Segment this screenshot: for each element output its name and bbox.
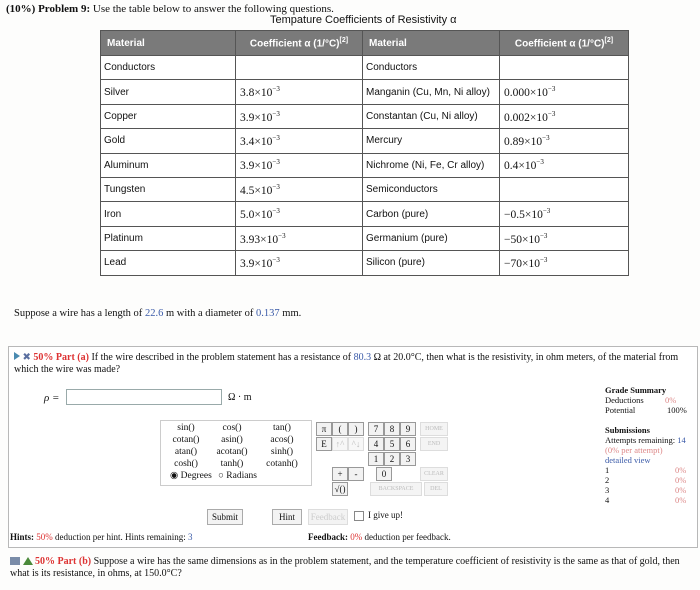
material-cell: Silicon (pure) [363, 251, 500, 275]
material-cell: Silver [101, 80, 236, 104]
digit-key[interactable]: 5 [384, 437, 400, 451]
function-key[interactable]: asin() [221, 435, 243, 445]
function-key[interactable]: atan() [174, 447, 198, 457]
wire-statement: Suppose a wire has a length of 22.6 m with a diameter of 0.137 mm. [14, 308, 302, 319]
coefficient-cell: $4.5\times 10^{-3}$ [236, 177, 363, 201]
coefficient-cell [500, 177, 629, 201]
table-row [101, 104, 629, 128]
material-cell: Mercury [363, 129, 500, 153]
function-key[interactable]: sin() [177, 423, 195, 433]
coefficient-cell: $0.000\times 10^{-3}$ [500, 80, 629, 104]
edit-key[interactable]: CLEAR [420, 467, 448, 481]
part-icon: ✖ [22, 352, 31, 363]
hint-button[interactable]: Hint [272, 509, 302, 525]
symbol-key[interactable]: + [332, 467, 348, 481]
detailed-view-link[interactable]: detailed view [605, 455, 651, 465]
function-key[interactable]: cotanh() [266, 459, 298, 469]
function-key[interactable]: cotan() [172, 435, 200, 445]
material-cell: Lead [101, 251, 236, 275]
submit-button[interactable]: Submit [207, 509, 243, 525]
grade-summary: Grade Summary Deductions 0% Potential 100% Submissions Attempts remaining: 14 (0% per attempt) detailed view 1 0% 2 0% 3 0% 4 0% [605, 385, 687, 505]
table-row [101, 226, 629, 250]
attempt-row: 2 0% [605, 475, 687, 485]
coefficient-cell: $3.9\times 10^{-3}$ [236, 104, 363, 128]
material-cell: Aluminum [101, 153, 236, 177]
table-row [101, 153, 629, 177]
radians-radio[interactable]: ○ [218, 471, 224, 481]
symbol-key[interactable]: ^↓ [348, 437, 364, 451]
give-up-label: I give up! [368, 510, 403, 520]
edit-key[interactable]: BACKSPACE [370, 482, 422, 496]
angle-mode: ◉ Degrees ○ Radians [170, 471, 257, 481]
feedback-info: Feedback: 0% deduction per feedback. [308, 532, 451, 542]
resistivity-table [100, 30, 629, 276]
symbol-key[interactable]: √() [332, 482, 348, 496]
resistance-value: 80.3 [353, 352, 372, 363]
function-key[interactable]: sinh() [270, 447, 294, 457]
problem-number: (10%) Problem 9: [6, 3, 91, 15]
potential-value: 100% [667, 405, 687, 415]
symbol-key[interactable]: ↑^ [332, 437, 348, 451]
edit-key[interactable]: DEL [424, 482, 448, 496]
coefficient-cell: $3.9\times 10^{-3}$ [236, 251, 363, 275]
wire-diameter: 0.137 [256, 308, 280, 319]
material-cell: Nichrome (Ni, Fe, Cr alloy) [363, 153, 500, 177]
header-material-2: Material [363, 31, 500, 56]
part-b-question: 50% Part (b) Suppose a wire has the same dimensions as in the problem statement, and the temperature coefficient of resistivity is the same as that of gold, then what is its resistance, in ohms, at 150.0°C? [10, 556, 680, 579]
digit-key[interactable]: 9 [400, 422, 416, 436]
part-a-question: ✖ 50% Part (a) If the wire described in the problem statement has a resistance of 80.3 Ω at 20.0°C, then what is the resistivity, in ohm meters, of the material from which the wire was made? [14, 352, 679, 375]
digit-key[interactable]: 7 [368, 422, 384, 436]
material-cell: Iron [101, 202, 236, 226]
function-key[interactable]: cosh() [174, 459, 198, 469]
collapsed-icon[interactable] [10, 557, 20, 565]
function-key[interactable]: tan() [273, 423, 291, 433]
material-cell: Tungsten [101, 177, 236, 201]
header-material-1: Material [101, 31, 236, 56]
attempts-remaining: 14 [677, 435, 686, 445]
table-row [101, 56, 629, 80]
warning-icon [23, 557, 33, 565]
attempt-row: 3 0% [605, 485, 687, 495]
symbol-key[interactable]: ) [348, 422, 364, 436]
symbol-key[interactable]: - [348, 467, 364, 481]
digit-key[interactable]: 8 [384, 422, 400, 436]
material-cell: Copper [101, 104, 236, 128]
material-cell: Carbon (pure) [363, 202, 500, 226]
coefficient-cell: $0.89\times 10^{-3}$ [500, 129, 629, 153]
feedback-button[interactable]: Feedback [308, 509, 348, 525]
coefficient-cell: $-70\times 10^{-3}$ [500, 251, 629, 275]
coefficient-cell: $3.9\times 10^{-3}$ [236, 153, 363, 177]
expand-icon[interactable] [14, 352, 20, 360]
material-cell: Manganin (Cu, Mn, Ni alloy) [363, 80, 500, 104]
coefficient-cell: $3.4\times 10^{-3}$ [236, 129, 363, 153]
material-cell: Gold [101, 129, 236, 153]
table-row [101, 177, 629, 201]
coefficient-cell: $3.93\times 10^{-3}$ [236, 226, 363, 250]
coefficient-cell: $0.4\times 10^{-3}$ [500, 153, 629, 177]
hints-info: Hints: 50% deduction per hint. Hints remaining: 3 [10, 532, 193, 542]
table-header-row [101, 31, 629, 56]
symbol-key[interactable]: E [316, 437, 332, 451]
hints-remaining: 3 [188, 532, 193, 542]
function-key[interactable]: tanh() [220, 459, 244, 469]
table-row [101, 129, 629, 153]
coefficient-cell: $-0.5\times 10^{-3}$ [500, 202, 629, 226]
edit-key[interactable]: END [420, 437, 448, 451]
coefficient-cell: $0.002\times 10^{-3}$ [500, 104, 629, 128]
hint-deduction: 50% [36, 532, 53, 542]
coefficient-cell [500, 56, 629, 80]
deductions-value: 0% [665, 395, 677, 405]
coefficient-cell [236, 56, 363, 80]
attempt-row: 1 0% [605, 465, 687, 475]
table-row [101, 251, 629, 275]
digit-key[interactable]: 0 [376, 467, 392, 481]
header-coefficient-2: Coefficient α (1/°C)[2] [500, 31, 629, 56]
table-row [101, 202, 629, 226]
function-key[interactable]: cos() [222, 423, 242, 433]
problem-instructions: Use the table below to answer the following questions. [92, 3, 334, 15]
material-cell: Conductors [101, 56, 236, 80]
digit-key[interactable]: 2 [384, 452, 400, 466]
edit-key[interactable]: HOME [420, 422, 448, 436]
part-a-label: 50% Part (a) [33, 352, 89, 363]
material-cell: Semiconductors [363, 177, 500, 201]
material-cell: Conductors [363, 56, 500, 80]
coefficient-cell: $5.0\times 10^{-3}$ [236, 202, 363, 226]
rho-label: ρ = [44, 392, 60, 404]
give-up-checkbox[interactable] [354, 511, 364, 521]
header-coefficient-1: Coefficient α (1/°C)[2] [236, 31, 363, 56]
symbol-key[interactable]: π [316, 422, 332, 436]
function-key[interactable]: acotan() [216, 447, 248, 457]
digit-key[interactable]: 3 [400, 452, 416, 466]
wire-length: 22.6 [144, 308, 164, 319]
part-b-label: 50% Part (b) [35, 556, 92, 567]
symbol-key[interactable]: ( [332, 422, 348, 436]
material-cell: Platinum [101, 226, 236, 250]
coefficient-cell: $-50\times 10^{-3}$ [500, 226, 629, 250]
table-row [101, 80, 629, 104]
answer-unit: Ω · m [228, 392, 252, 403]
coefficient-cell: $3.8\times 10^{-3}$ [236, 80, 363, 104]
digit-key[interactable]: 6 [400, 437, 416, 451]
degrees-radio[interactable]: ◉ [170, 471, 179, 481]
table-title: Tempature Coefficients of Resistivity α [270, 14, 457, 26]
feedback-deduction: 0% [350, 532, 363, 542]
answer-input[interactable] [66, 389, 222, 405]
material-cell: Germanium (pure) [363, 226, 500, 250]
digit-key[interactable]: 4 [368, 437, 384, 451]
material-cell: Constantan (Cu, Ni alloy) [363, 104, 500, 128]
attempt-row: 4 0% [605, 495, 687, 505]
digit-key[interactable]: 1 [368, 452, 384, 466]
function-key[interactable]: acos() [270, 435, 294, 445]
